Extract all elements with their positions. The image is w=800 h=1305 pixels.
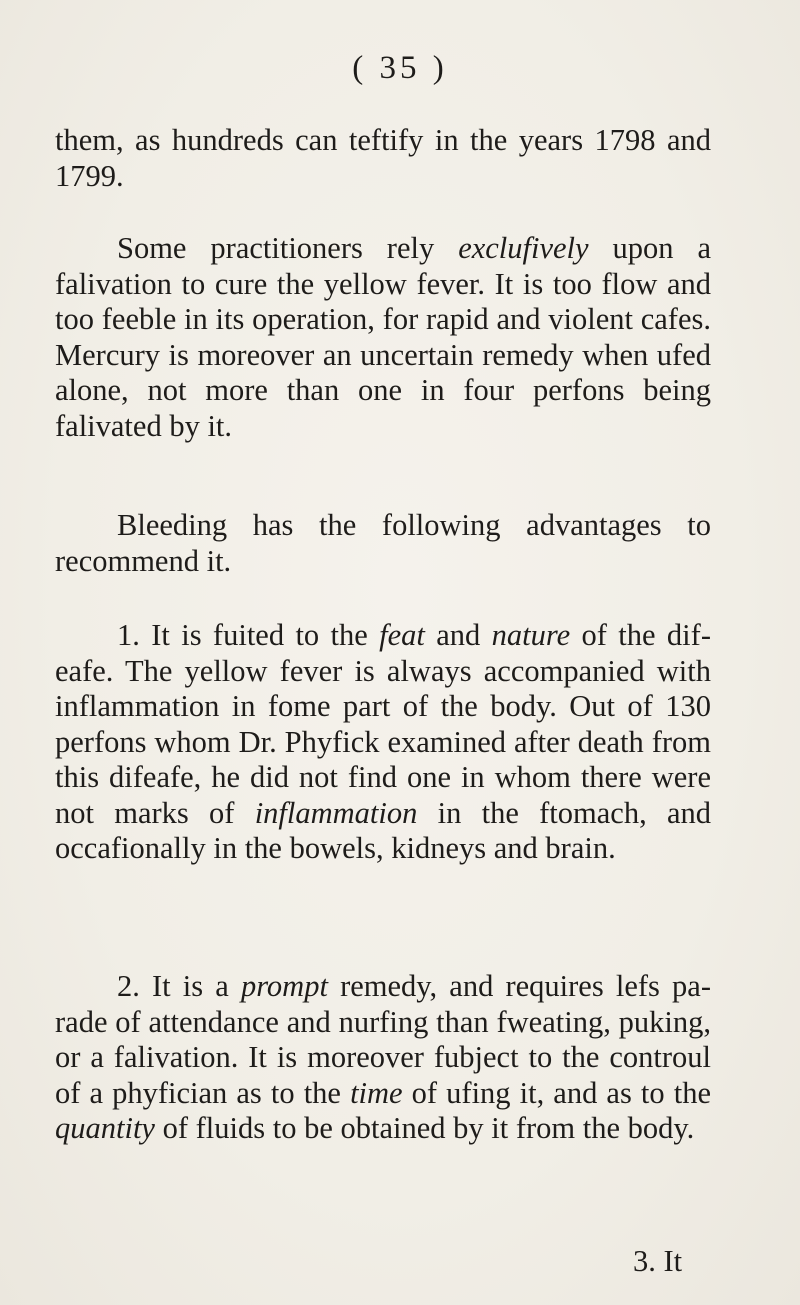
paragraph-bleeding-advantages xyxy=(55,508,711,579)
paragraph-text: Bleeding has the following advantages to recommend it. xyxy=(55,508,711,578)
italic-emphasis: feat xyxy=(379,618,425,652)
italic-emphasis: time xyxy=(350,1075,403,1110)
paragraph-advantage-2 xyxy=(55,969,711,1147)
paragraph-advantage-1 xyxy=(55,618,711,867)
italic-emphasis: prompt xyxy=(240,969,328,1003)
paragraph-text: 2. It is a prompt remedy, and requires lefs parade of attendance and nurfing than fweating, puking, or a falivation. It is moreover fubject to the controul of a phyfician as to the time of ufing it, and as to the quantity of fluids to be obtained by it from the body. xyxy=(55,969,711,1145)
page-number: ( 35 ) xyxy=(352,50,448,86)
catchword: 3. It xyxy=(633,1244,683,1278)
paragraph-salivation xyxy=(55,231,711,444)
italic-emphasis: exclufively xyxy=(458,231,589,265)
italic-emphasis: quantity xyxy=(55,1111,155,1145)
paragraph-text: them, as hundreds can teftify in the years 1798 and 1799. xyxy=(55,123,711,193)
paragraph-continuation xyxy=(55,123,711,194)
italic-emphasis: inflammation xyxy=(254,795,418,830)
paragraph-text: Some practitioners rely exclufively upon a falivation to cure the yellow fever. It is too flow and too feeble in its operation, for rapid and violent cafes. Mercury is moreover an uncertain remedy when ufed alone, not more than one in four perfons being falivated by it. xyxy=(55,231,711,443)
paragraph-text: 1. It is fuited to the feat and nature of the difeafe. The yellow fever is always accompanied with inflammation in fome part of the body. Out of 130 perfons whom Dr. Phyfick examined after death from this difeafe, he did not find one in whom there were not marks of inflammation in the ftomach, and occafionally in the bowels, kidneys and brain. xyxy=(55,618,711,865)
italic-emphasis: nature xyxy=(491,618,571,652)
